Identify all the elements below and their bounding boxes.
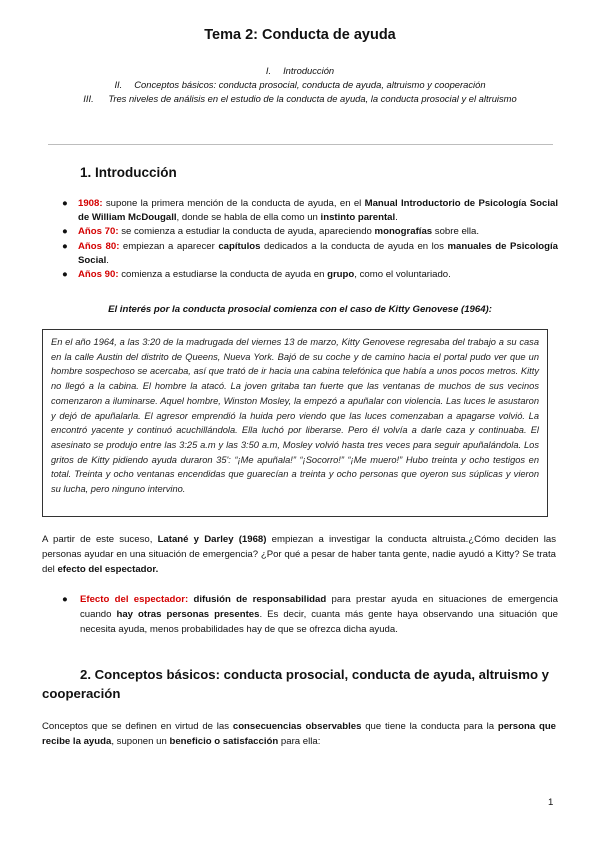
- history-list: [62, 197, 558, 282]
- toc-text: Introducción: [283, 65, 335, 76]
- effect-list: [62, 592, 558, 637]
- text-run-bold: grupo: [327, 269, 355, 281]
- table-of-contents: [60, 64, 540, 106]
- text-run: A partir de este suceso,: [42, 534, 158, 545]
- divider: [48, 144, 553, 145]
- date-label: Años 80:: [78, 240, 120, 252]
- toc-item: [60, 64, 540, 78]
- text-run: empiezan a investigar la conducta altruista.¿Cómo deciden las personas ayudar en una situación de emergencia? ¿Por qué a pesar de haber tanta gente, nadie ayudó a Kitty? Se trata del: [42, 534, 556, 575]
- text-run-bold: difusión de responsabilidad: [193, 594, 327, 605]
- list-item: [62, 225, 558, 239]
- text-run: .: [106, 254, 109, 266]
- document-title: Tema 2: Conducta de ayuda: [204, 27, 396, 43]
- date-label: Años 70:: [78, 226, 119, 238]
- paragraph: [42, 719, 556, 749]
- text-run: sobre ella.: [432, 226, 480, 238]
- case-quote-box: [42, 329, 548, 517]
- toc-number: I.: [265, 65, 272, 76]
- section-heading-text: 2. Conceptos básicos: conducta prosocial, conducta de ayuda, altruismo y cooperación: [42, 667, 549, 701]
- text-run-bold: consecuencias observables: [232, 721, 362, 732]
- text-run: empiezan a aparecer: [119, 240, 219, 252]
- text-run: comienza a estudiarse la conducta de ayuda en: [118, 269, 328, 281]
- text-run-bold: Latané y Darley (1968): [157, 534, 267, 545]
- toc-number: III.: [83, 93, 94, 104]
- page-number: 1: [548, 797, 554, 808]
- text-run-bold: Manual Introductorio de Psicología Social de William McDougall: [78, 198, 558, 224]
- text-run: .: [395, 212, 398, 224]
- bullet-icon: ●: [62, 226, 68, 238]
- toc-text: Conceptos básicos: conducta prosocial, conducta de ayuda, altruismo y cooperación: [134, 79, 486, 90]
- list-item: [62, 268, 558, 282]
- text-run: , suponen un: [111, 736, 170, 747]
- text-run: , donde se habla de ella como un: [176, 212, 321, 224]
- list-item: [62, 197, 558, 225]
- section-heading: [42, 665, 558, 703]
- case-quote-text: En el año 1964, a las 3:20 de la madrugada del viernes 13 de marzo, Kitty Genovese regresaba del trabajo a su casa en la calle Austin del distrito de Queens, Nueva York. Bajó de su coche y de camino hacia el portal pudo ver que un hombre sospechoso se acercaba, así que trató de ir hacia una cabina telefónica que había a unos pocos metros. Kitty no llegó a la cabina. El hombre la atacó. La joven gritaba tan fuerte que las ventanas de muchos de sus vecinos comenzaron a iluminarse. Aquel hombre, Winston Mosley, la empezó a apuñalar con violencia. Las luces le asustaron y dejó de apuñalarla. El agresor emprendió la huida pero viendo que las luces comenzaban a apagarse volvió. La encontró yacente y continuó acuchillándola. Ella luchó por liberarse. Pero él volvía a darle caza y continuaba. El asesinato se produjo entre las 3:25 a.m y las 3:50 a.m, Mosley volvió hasta tres veces para seguir apuñalándola. Los gritos de Kitty pidiendo ayuda duraron 35': “¡Me apuñala!” “¡Socorro!” “¡Me muero!” Hubo treinta y ocho testigos en total. Treinta y ocho ventanas encendidas que guarecían a treinta y ocho personas que oyeron sus súplicas y vieron su lucha, pero ninguno intervino.: [51, 337, 539, 495]
- text-run: Conceptos que se definen en virtud de las: [42, 721, 233, 732]
- toc-item: [60, 92, 540, 106]
- text-run: dedicados a la conducta de ayuda en los: [260, 240, 448, 252]
- text-run-bold: capítulos: [218, 240, 261, 252]
- section-heading: 1. Introducción: [80, 165, 177, 180]
- date-label: 1908:: [78, 198, 103, 209]
- text-run: para prestar ayuda en situaciones de emergencia cuando: [80, 594, 558, 620]
- text-run-bold: manuales de Psicología Social: [78, 240, 558, 266]
- text-run-bold: persona que recibe la ayuda: [42, 721, 557, 747]
- toc-number: II.: [114, 79, 123, 90]
- bullet-icon: ●: [62, 240, 68, 252]
- bullet-icon: ●: [62, 269, 68, 281]
- list-item: [62, 240, 558, 268]
- toc-text: Tres niveles de análisis en el estudio de la conducta de ayuda, la conducta prosocial y el altruismo: [108, 93, 517, 104]
- toc-item: [60, 78, 540, 92]
- text-run: para ella:: [278, 736, 321, 747]
- paragraph: [42, 532, 556, 577]
- text-run: . Es decir, cuanta más gente haya observando una situación que necesita ayuda, menos probabilidades hay de que se ofrezca dicha ayuda.: [80, 609, 559, 635]
- text-run: que tiene la conducta para la: [361, 721, 498, 732]
- list-item: [62, 592, 558, 637]
- bullet-icon: ●: [62, 198, 68, 209]
- text-run-bold: instinto parental: [320, 212, 396, 224]
- text-run-bold: beneficio o satisfacción: [169, 736, 279, 747]
- date-label: Años 90:: [78, 269, 119, 281]
- text-run: , como el voluntariado.: [354, 269, 451, 281]
- bullet-icon: ●: [62, 594, 68, 605]
- case-heading: El interés por la conducta prosocial comienza con el caso de Kitty Genovese (1964):: [108, 304, 492, 315]
- text-run-bold: monografías: [374, 226, 433, 238]
- term-label: Efecto del espectador:: [80, 594, 189, 605]
- text-run-bold: efecto del espectador.: [57, 564, 159, 575]
- text-run-bold: hay otras personas presentes: [116, 609, 260, 620]
- text-run: se comienza a estudiar la conducta de ayuda, apareciendo: [118, 226, 375, 238]
- text-run: supone la primera mención de la conducta de ayuda, en el: [102, 198, 365, 209]
